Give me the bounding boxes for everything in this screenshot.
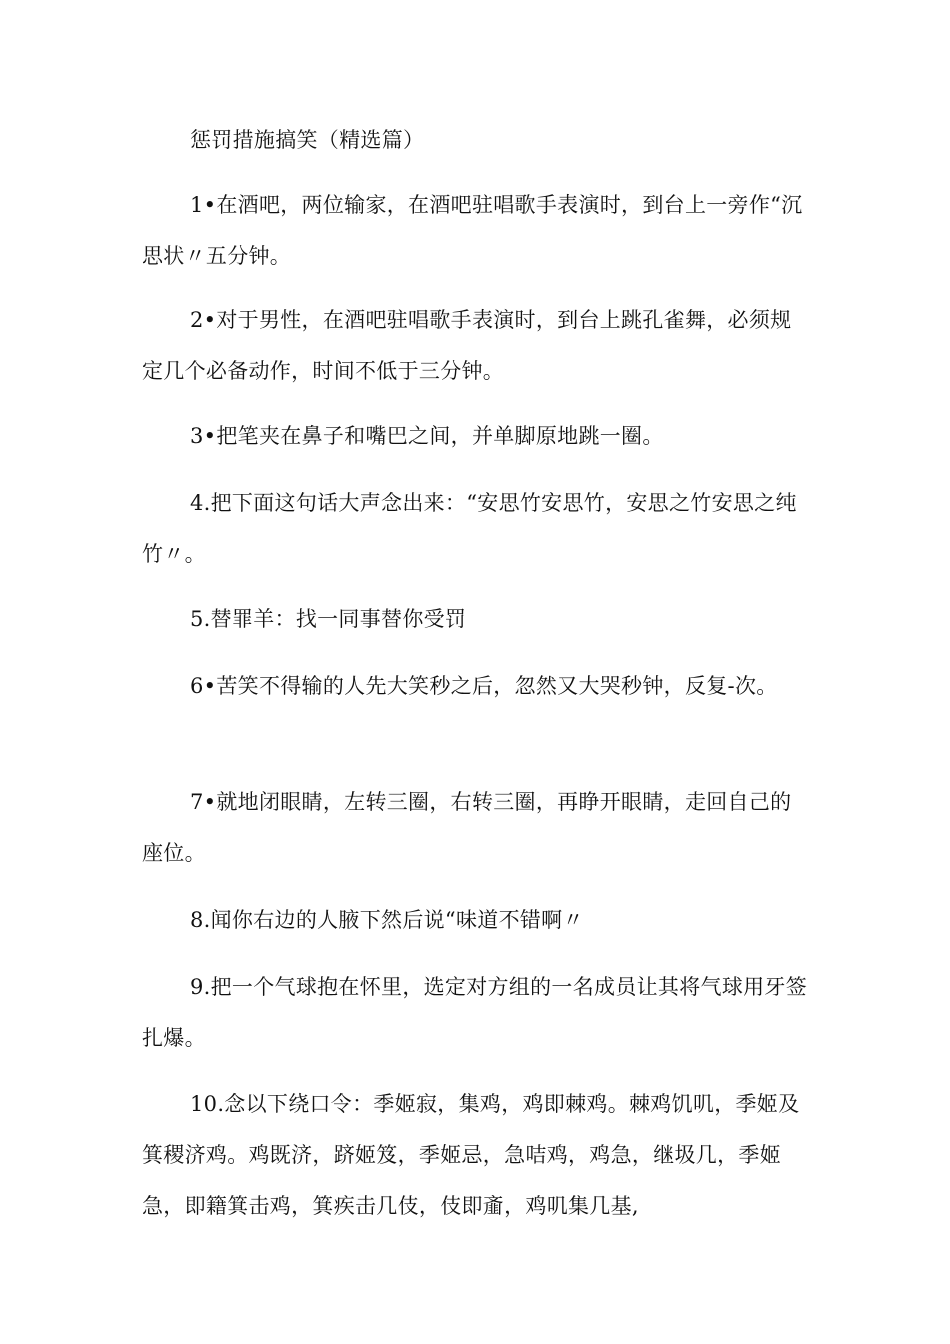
list-item: 3•把笔夹在鼻子和嘴巴之间，并单脚原地跳一圈。 — [190, 424, 664, 448]
list-item: 2•对于男性，在酒吧驻唱歌手表演时，到台上跳孔雀舞，必须规定几个必备动作，时间不低于三分钟。 — [142, 308, 792, 383]
list-item: 9.把一个气球抱在怀里，选定对方组的一名成员让其将气球用牙签扎爆。 — [142, 975, 808, 1050]
list-item: 10.念以下绕口令：季姬寂，集鸡，鸡即棘鸡。棘鸡饥叽，季姬及箕稷济鸡。鸡既济，跻姬笈，季姬忌，急咭鸡，鸡急，继圾几，季姬急，即籍箕击鸡，箕疾击几伎，伎即齑，鸡叽集几基, — [142, 1092, 800, 1218]
list-item: 5.替罪羊：找一同事替你受罚 — [190, 607, 467, 631]
list-item: 7•就地闭眼睛，左转三圈，右转三圈，再睁开眼睛，走回自己的座位。 — [142, 790, 792, 865]
list-item: 4.把下面这句话大声念出来：“安思竹安思竹，安思之竹安思之纯竹〃。 — [142, 491, 797, 566]
document-title: 惩罚措施搞笑（精选篇） — [190, 128, 425, 152]
list-item: 8.闻你右边的人腋下然后说“味道不错啊〃 — [190, 908, 584, 932]
list-item: 6•苦笑不得输的人先大笑秒之后，忽然又大哭秒钟，反复-次。 — [190, 674, 778, 698]
list-item: 1•在酒吧，两位输家，在酒吧驻唱歌手表演时，到台上一旁作“沉思状〃五分钟。 — [142, 193, 803, 268]
